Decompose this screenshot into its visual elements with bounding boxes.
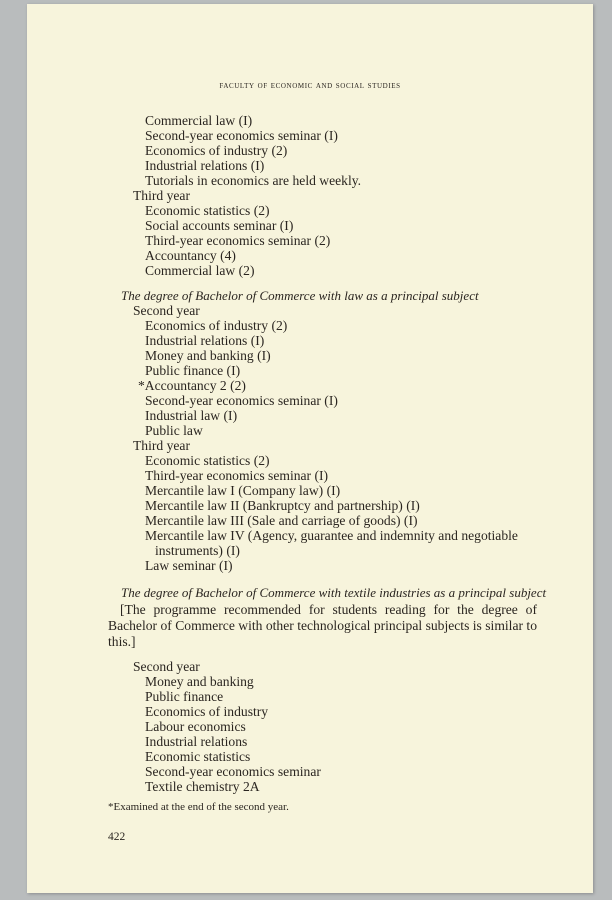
course-item: Public finance [145, 689, 224, 704]
footnote: *Examined at the end of the second year. [108, 801, 289, 813]
section-heading: The degree of Bachelor of Commerce with law as a principal subject [121, 288, 479, 303]
section-heading: The degree of Bachelor of Commerce with textile industries as a principal subject [121, 585, 547, 600]
book-page [27, 4, 593, 893]
tutorial-note: Tutorials in economics are held weekly. [145, 173, 362, 188]
course-item: Textile chemistry 2A [145, 779, 260, 794]
course-item: Mercantile law IV (Agency, guarantee and indemnity and negotiable [145, 528, 518, 543]
course-item: Second-year economics seminar (I) [145, 128, 338, 143]
course-item: Mercantile law II (Bankruptcy and partnership) (I) [145, 498, 420, 513]
course-item: *Accountancy 2 (2) [138, 378, 246, 393]
course-item: Mercantile law I (Company law) (I) [145, 483, 341, 498]
section-textile [108, 585, 547, 794]
course-item: Labour economics [145, 719, 246, 734]
course-item: Economics of industry (2) [145, 143, 288, 158]
course-item: Commercial law (I) [145, 113, 253, 128]
course-item: Public finance (I) [145, 363, 241, 378]
section-law [108, 288, 537, 573]
year-label: Second year [133, 659, 200, 674]
course-item: Third-year economics seminar (2) [145, 233, 331, 248]
course-item: Law seminar (I) [145, 558, 233, 573]
year-label: Third year [133, 188, 190, 203]
course-item: Social accounts seminar (I) [145, 218, 294, 233]
page-number: 422 [108, 831, 126, 843]
running-head: faculty of economic and social studies [219, 81, 401, 91]
course-item: Commercial law (2) [145, 263, 255, 278]
course-list-continued [108, 113, 537, 278]
programme-note: [The programme recommended for students reading for the degree of Bachelor of Commerce with other technological principal subjects is similar to this.] [108, 602, 537, 649]
course-item: Mercantile law III (Sale and carriage of goods) (I) [145, 513, 418, 528]
year-label: Third year [133, 438, 190, 453]
course-item: Industrial relations [145, 734, 248, 749]
page-content [108, 113, 547, 845]
course-item: Public law [145, 423, 203, 438]
course-item: Accountancy (4) [145, 248, 236, 263]
course-item: Second-year economics seminar [145, 764, 321, 779]
course-item: Economics of industry [145, 704, 269, 719]
course-item-continued: instruments) (I) [155, 543, 240, 558]
course-item: Economic statistics [145, 749, 251, 764]
course-item: Economic statistics (2) [145, 453, 270, 468]
course-item: Industrial relations (I) [145, 158, 265, 173]
course-item: Money and banking [145, 674, 254, 689]
course-item: Economics of industry (2) [145, 318, 288, 333]
course-item: Third-year economics seminar (I) [145, 468, 329, 483]
course-item: Industrial relations (I) [145, 333, 265, 348]
course-item: Industrial law (I) [145, 408, 238, 423]
year-label: Second year [133, 303, 200, 318]
course-item: Economic statistics (2) [145, 203, 270, 218]
course-item: Second-year economics seminar (I) [145, 393, 338, 408]
course-item: Money and banking (I) [145, 348, 271, 363]
